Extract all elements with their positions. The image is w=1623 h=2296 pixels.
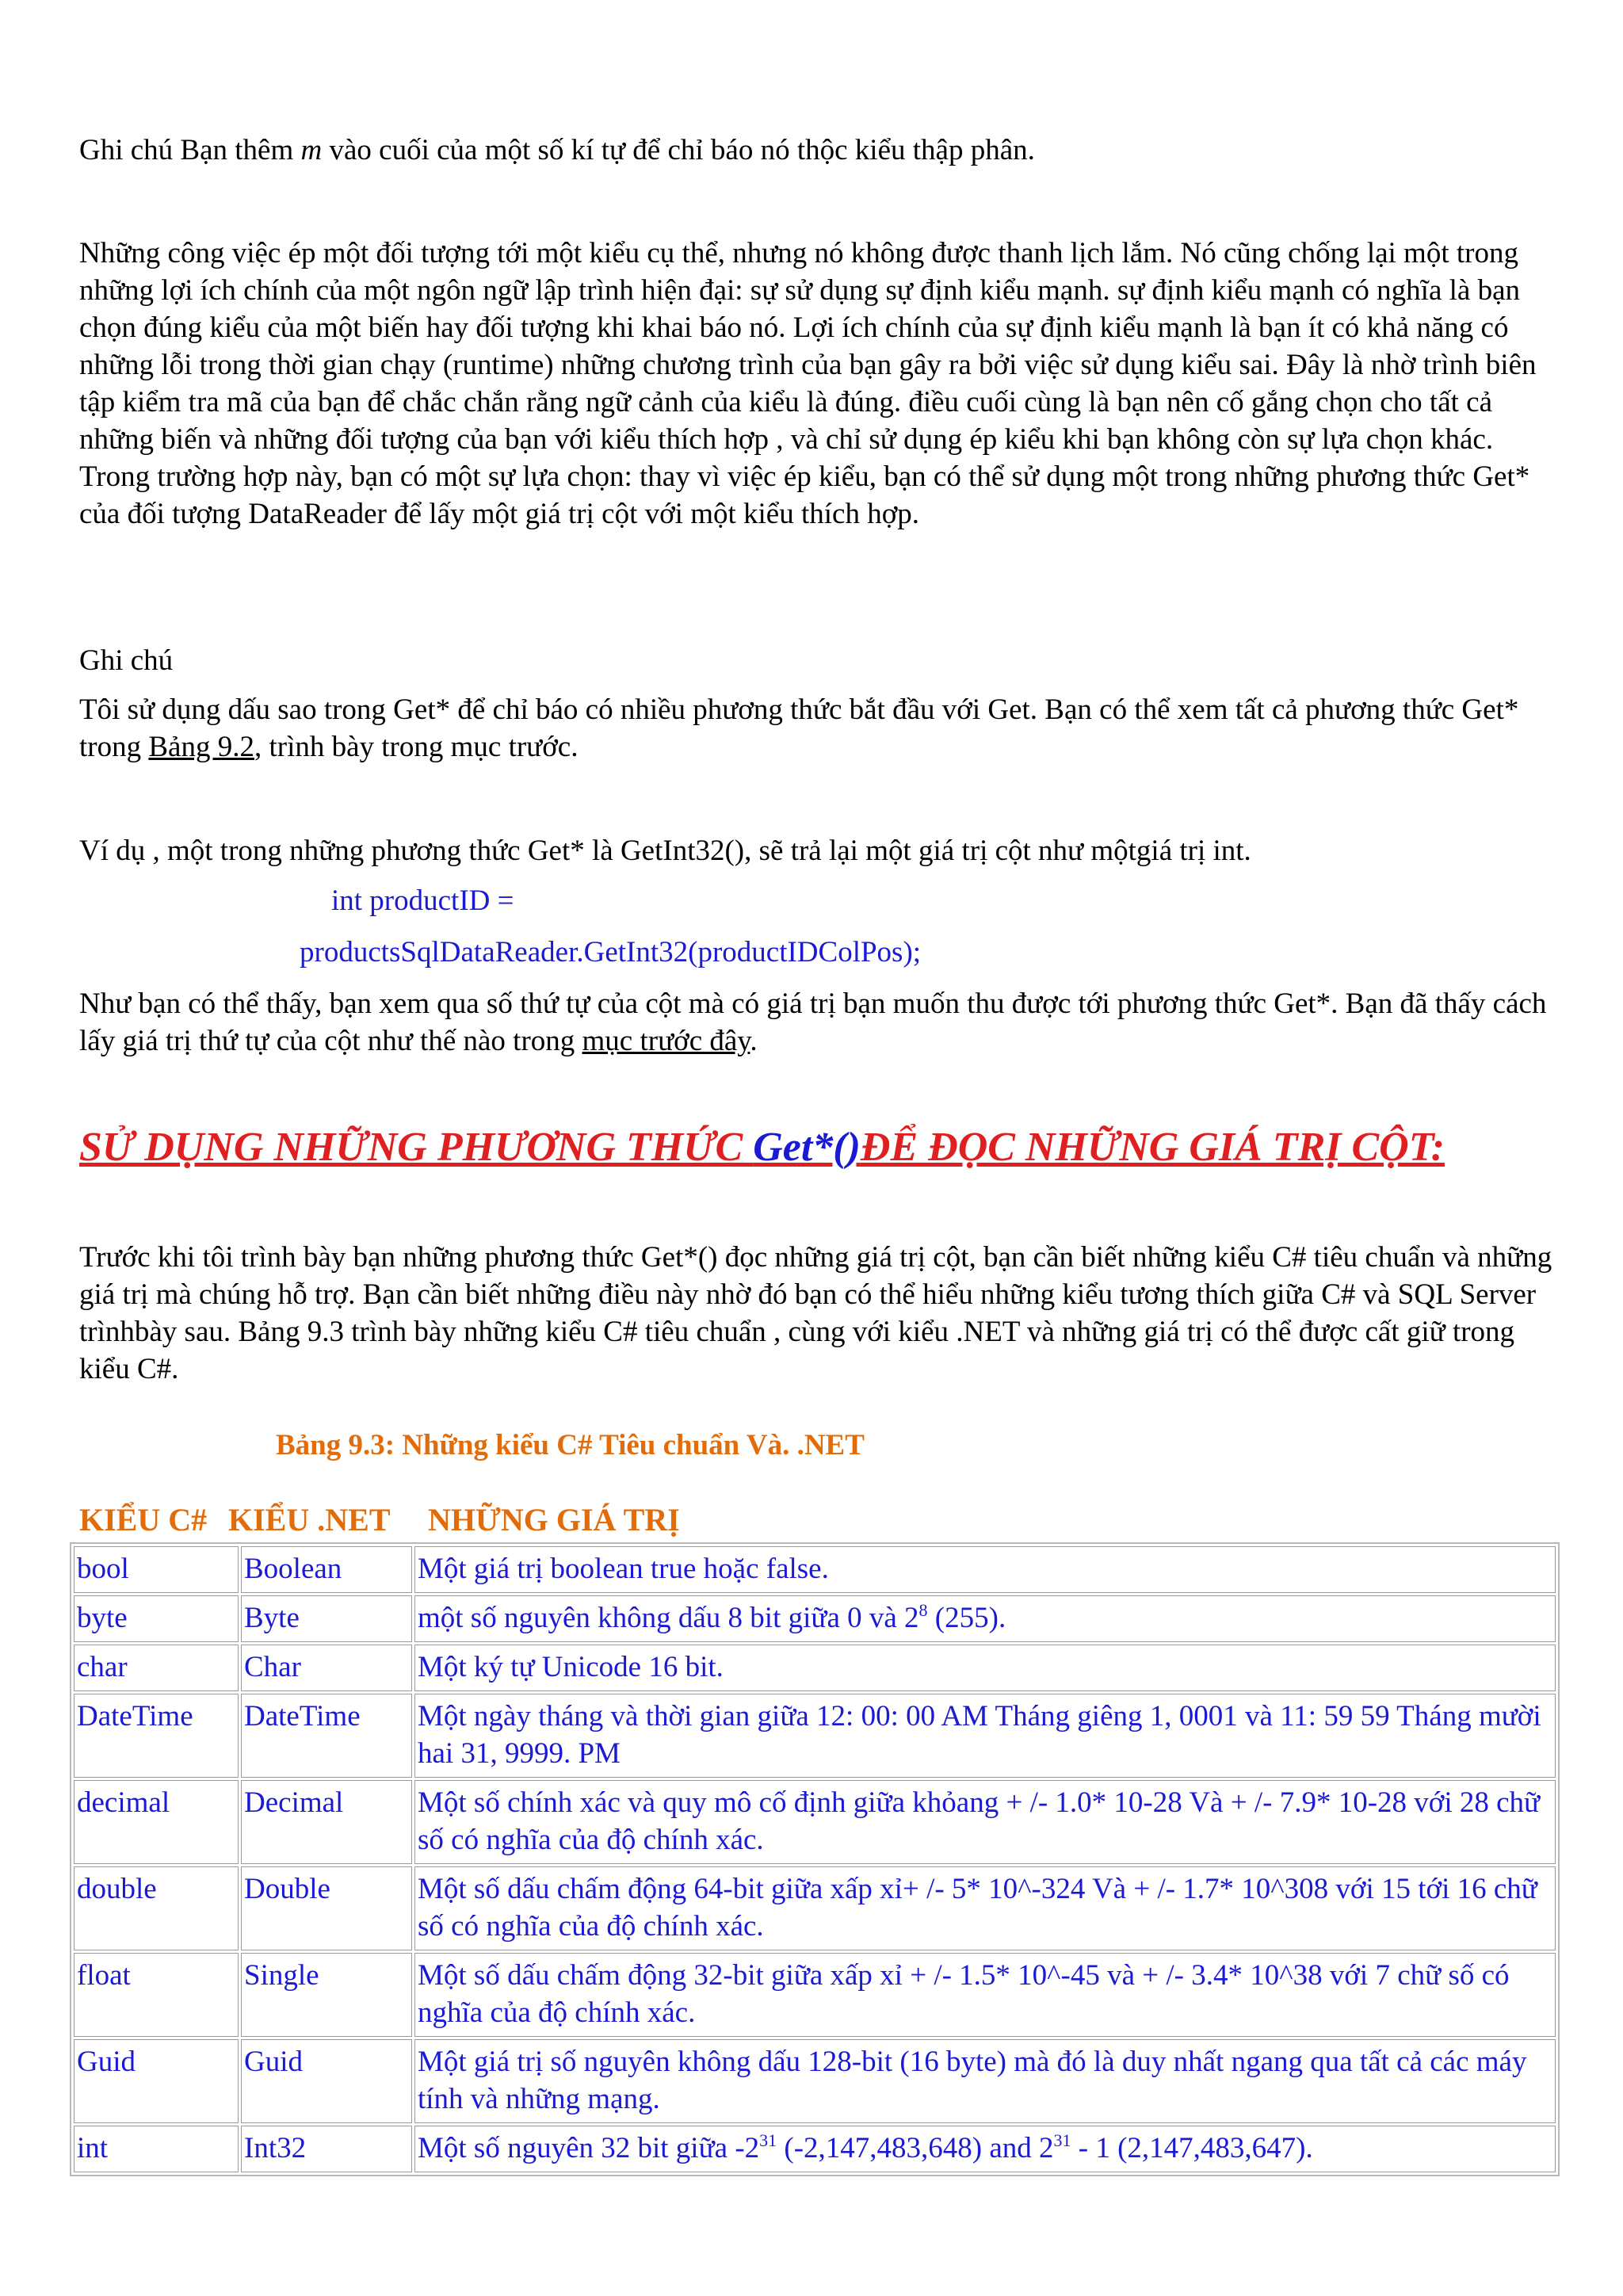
net-type-cell: Char	[241, 1645, 412, 1691]
net-type-cell: Single	[241, 1953, 412, 2037]
values-text-middle: (-2,147,483,648) and 2	[777, 2132, 1054, 2164]
values-cell: Một ngày tháng và thời gian giữa 12: 00: 00 AM Tháng giêng 1, 0001 và 11: 59 59 Tháng mười hai 31, 9999. PM	[414, 1694, 1556, 1778]
superscript: 31	[1053, 2130, 1071, 2150]
table-row	[74, 1866, 1556, 1950]
values-text: một số nguyên không dấu 8 bit giữa 0 và 2	[418, 1602, 919, 1634]
heading-part-3: ĐỂ ĐỌC NHỮNG GIÁ TRỊ CỘT:	[860, 1125, 1445, 1170]
paragraph-csharp-types-intro: Trước khi tôi trình bày bạn những phương thức Get*() đọc những giá trị cột, bạn cần biết những kiểu C# tiêu chuẩn và những giá trị mà chúng hỗ trợ. Bạn cần biết những điều này nhờ đó bạn có thể hiểu những kiểu tương thích giữa C# và SQL Server trìnhbày sau. Bảng 9.3 trình bày những kiểu C# tiêu chuẩn , cùng với kiểu .NET và những giá trị có thể được cất giữ trong kiểu C#.	[79, 1241, 1552, 1385]
table-row	[74, 1595, 1556, 1642]
note-m-italic: m	[300, 134, 323, 166]
net-type-cell: Int32	[241, 2126, 412, 2172]
section-heading	[79, 1124, 1445, 1171]
paragraph-column-ordinal	[79, 985, 1569, 1060]
values-cell: Một ký tự Unicode 16 bit.	[414, 1645, 1556, 1691]
para2-end: .	[750, 1025, 758, 1057]
table-9-2-link[interactable]: Bảng 9.2	[148, 731, 254, 763]
note-text: Ghi chú Bạn thêm	[79, 134, 301, 166]
code-line-1: int productID =	[331, 884, 514, 917]
previous-section-link[interactable]: mục trước đây	[582, 1025, 750, 1057]
values-text: Một số nguyên 32 bit giữa -2	[418, 2132, 760, 2164]
note2-text-end: , trình bày trong mục trước.	[254, 731, 579, 763]
cs-type-cell: bool	[74, 1546, 239, 1593]
column-header-values: NHỮNG GIÁ TRỊ	[428, 1502, 680, 1538]
note-text-end: vào cuối của một số kí tự để chỉ báo nó thộc kiểu thập phân.	[322, 134, 1035, 166]
heading-part-1: SỬ DỤNG NHỮNG PHƯƠNG THỨC	[79, 1125, 754, 1170]
values-cell: Một số chính xác và quy mô cố định giữa khỏang + /- 1.0* 10-28 Và + /- 7.9* 10-28 với 28 chữ số có nghĩa của độ chính xác.	[414, 1780, 1556, 1864]
table-row	[74, 1546, 1556, 1593]
column-header-net-type: KIỂU .NET	[228, 1502, 391, 1538]
example-line: Ví dụ , một trong những phương thức Get* là GetInt32(), sẽ trả lại một giá trị cột như mộtgiá trị int.	[79, 835, 1251, 867]
para2-text: Như bạn có thể thấy, bạn xem qua số thứ tự của cột mà có giá trị bạn muốn thu được tới phương thức Get*. Bạn đã thấy cách lấy giá trị thứ tự của cột như thế nào trong	[79, 988, 1547, 1057]
values-cell: Một giá trị boolean true hoặc false.	[414, 1546, 1556, 1593]
net-type-cell: Byte	[241, 1595, 412, 1642]
values-cell	[414, 2126, 1556, 2172]
column-header-cs-type: KIỂU C#	[79, 1502, 208, 1538]
net-type-cell: Double	[241, 1866, 412, 1950]
superscript: 8	[918, 1600, 928, 1620]
values-cell: Một số dấu chấm động 64-bit giữa xấp xỉ+ /- 5* 10^-324 Và + /- 1.7* 10^308 với 15 tới 16 chữ số có nghĩa của độ chính xác.	[414, 1866, 1556, 1950]
cs-type-cell: byte	[74, 1595, 239, 1642]
values-cell: Một giá trị số nguyên không dấu 128-bit (16 byte) mà đó là duy nhất ngang qua tất cả các máy tính và những mạng.	[414, 2039, 1556, 2123]
table-row	[74, 1694, 1556, 1778]
note-heading: Ghi chú	[79, 644, 174, 677]
values-text-end: (255).	[927, 1602, 1006, 1634]
table-caption: Bảng 9.3: Những kiểu C# Tiêu chuẩn Và. .NET	[276, 1429, 865, 1461]
note-get-methods	[79, 691, 1569, 766]
table-row	[74, 1953, 1556, 2037]
cs-type-cell: Guid	[74, 2039, 239, 2123]
heading-get-method: Get*()	[753, 1125, 861, 1170]
note2-text: Tôi sử dụng dấu sao trong Get* để chỉ báo có nhiều phương thức bắt đầu với Get. Bạn có thể xem tất cả phương thức Get* trong	[79, 693, 1519, 763]
cs-type-cell: float	[74, 1953, 239, 2037]
types-table	[70, 1542, 1560, 2176]
table-row	[74, 2126, 1556, 2172]
values-cell: Một số dấu chấm động 32-bit giữa xấp xỉ + /- 1.5* 10^-45 và + /- 3.4* 10^38 với 7 chữ số có nghĩa của độ chính xác.	[414, 1953, 1556, 2037]
note-decimal	[79, 132, 1569, 169]
cs-type-cell: decimal	[74, 1780, 239, 1864]
net-type-cell: Boolean	[241, 1546, 412, 1593]
superscript: 31	[759, 2130, 777, 2150]
values-text-end: - 1 (2,147,483,647).	[1071, 2132, 1313, 2164]
cs-type-cell: DateTime	[74, 1694, 239, 1778]
cs-type-cell: int	[74, 2126, 239, 2172]
table-row	[74, 1645, 1556, 1691]
values-cell	[414, 1595, 1556, 1642]
table-row	[74, 2039, 1556, 2123]
net-type-cell: Decimal	[241, 1780, 412, 1864]
cs-type-cell: char	[74, 1645, 239, 1691]
net-type-cell: Guid	[241, 2039, 412, 2123]
table-row	[74, 1780, 1556, 1864]
net-type-cell: DateTime	[241, 1694, 412, 1778]
cs-type-cell: double	[74, 1866, 239, 1950]
code-line-2: productsSqlDataReader.GetInt32(productIDColPos);	[300, 936, 922, 968]
paragraph-strong-typing: Những công việc ép một đối tượng tới một kiểu cụ thể, nhưng nó không được thanh lịch lắm. Nó cũng chống lại một trong những lợi ích chính của một ngôn ngữ lập trình hiện đại: sự sử dụng sự định kiểu mạnh. sự định kiểu mạnh có nghĩa là bạn chọn đúng kiểu của một biến hay đối tượng khi khai báo nó. Lợi ích chính của sự định kiểu mạnh là bạn ít có khả năng có những lỗi trong thời gian chạy (runtime) những chương trình của bạn gây ra bởi việc sử dụng kiểu sai. Đây là nhờ trình biên tập kiểm tra mã của bạn để chắc chắn rằng ngữ cảnh của kiểu là đúng. điều cuối cùng là bạn nên cố gắng chọn cho tất cả những biến và những đối tượng của bạn với kiểu thích hợp , và chỉ sử dụng ép kiểu khi bạn không còn sự lựa chọn khác. Trong trường hợp này, bạn có một sự lựa chọn: thay vì việc ép kiểu, bạn có thể sử dụng một trong những phương thức Get* của đối tượng DataReader để lấy một giá trị cột với một kiểu thích hợp.	[79, 237, 1537, 530]
